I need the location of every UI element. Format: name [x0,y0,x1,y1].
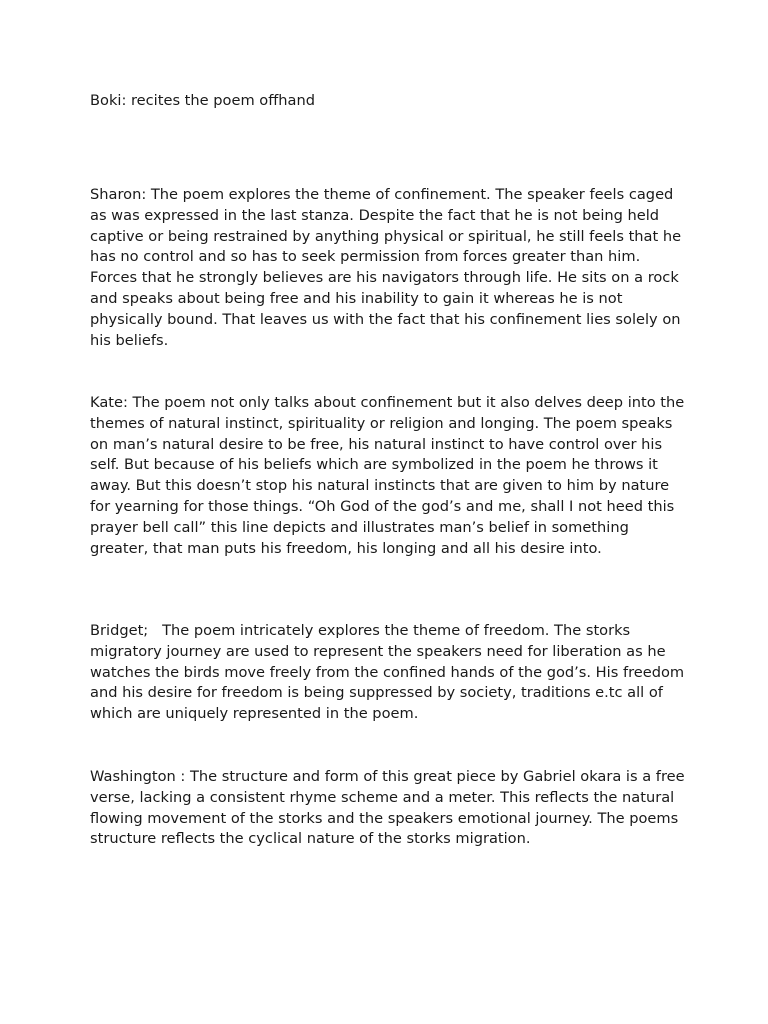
paragraph-kate: Kate: The poem not only talks about confinement but it also delves deep into the themes of natural instinct, spirituality or religion and longing. The poem speaks on man’s natural desire to be free, his natural instinct to have control over his self. But because of his beliefs which are symbolized in the poem he throws it away. But this doesn’t stop his natural instincts that are given to him by nature for yearning for those things. “Oh God of the god’s and me, shall I not heed this prayer bell call” this line depicts and illustrates man’s belief in something greater, that man puts his freedom, his longing and all his desire into. [90,394,685,557]
paragraph-boki: Boki: recites the poem offhand [90,92,315,109]
paragraph-washington: Washington : The structure and form of this great piece by Gabriel okara is a free verse, lacking a consistent rhyme scheme and a meter. This reflects the natural flowing movement of the storks and the speakers emotional journey. The poems structure reflects the cyclical nature of the storks migration. [90,768,685,848]
paragraph-sharon: Sharon: The poem explores the theme of confinement. The speaker feels caged as was expressed in the last stanza. Despite the fact that he is not being held captive or being restrained by anything physical or spiritual, he still feels that he has no control and so has to seek permission from forces greater than him. Forces that he strongly believes are his navigators through life. He sits on a rock and speaks about being free and his inability to gain it whereas he is not physically bound. That leaves us with the fact that his confinement lies solely on his beliefs. [90,186,682,349]
paragraph-bridget: Bridget; The poem intricately explores the theme of freedom. The storks migratory journey are used to represent the speakers need for liberation as he watches the birds move freely from the confined hands of the god’s. His freedom and his desire for freedom is being suppressed by society, traditions e.tc all of which are uniquely represented in the poem. [90,622,689,723]
